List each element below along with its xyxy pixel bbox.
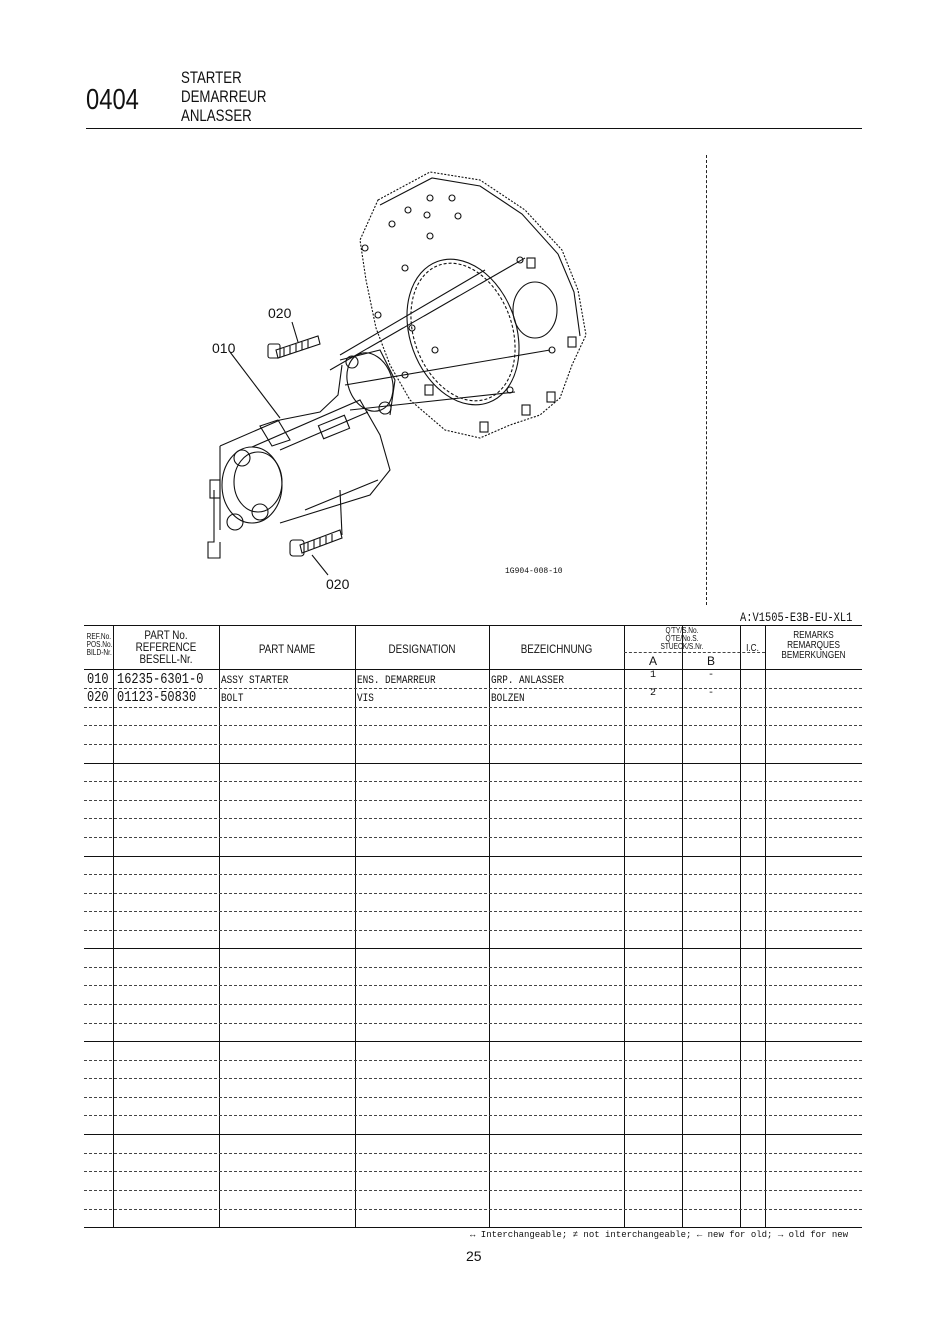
row-ref-no: 010 (87, 671, 109, 688)
page-number: 25 (466, 1248, 482, 1264)
header-rule (86, 128, 862, 129)
callout-020-lower: 020 (326, 576, 350, 592)
model-applicability: A:V1505-E3B-EU-XL1 (740, 610, 853, 625)
starter-exploded-diagram (180, 150, 720, 610)
parts-table (84, 625, 862, 1228)
row-ref-no: 020 (87, 689, 109, 706)
row-bezeichnung: BOLZEN (491, 693, 525, 705)
interchangeability-legend: ↔ Interchangeable; ≠ not interchangeable; ← new for old; → old for new (470, 1230, 849, 1240)
plate-large-bore (388, 243, 539, 420)
col-designation: DESIGNATION (388, 642, 456, 656)
col-ic: I.C. (746, 643, 759, 654)
row-part-no: 01123-50830 (117, 689, 197, 706)
plate-bolt-holes (362, 195, 555, 393)
bolt-lower (290, 530, 342, 556)
row-qty-a: 1 (650, 670, 657, 681)
title-english: STARTER (181, 68, 242, 87)
col-part-no: PART No. REFERENCE BESELL-Nr. (135, 628, 197, 666)
col-remarks: REMARKS REMARQUES BEMERKUNGEN (781, 630, 846, 661)
plate-small-bore (513, 282, 557, 338)
section-code: 0404 (86, 84, 139, 116)
row-qty-a: 2 (650, 688, 657, 699)
col-qty-a: A (648, 654, 657, 668)
illustration-divider (706, 155, 707, 605)
callout-010: 010 (212, 340, 236, 356)
drawing-code: 1G904-008-10 (505, 567, 563, 576)
col-bezeichnung: BEZEICHNUNG (520, 642, 593, 656)
row-designation: ENS. DEMARREUR (357, 675, 436, 687)
row-qty-b: - (708, 688, 715, 699)
mounting-plate (360, 172, 586, 438)
row-part-no: 16235-6301-0 (117, 671, 204, 688)
starter-motor (208, 346, 401, 558)
row-part-name: BOLT (221, 693, 244, 705)
row-part-name: ASSY STARTER (221, 675, 289, 687)
col-ref-no: REF.No. POS.No. BILD-Nr. (86, 632, 113, 657)
bolt-upper (268, 336, 320, 358)
title-french: DEMARREUR (181, 87, 267, 106)
col-part-name: PART NAME (258, 642, 316, 656)
title-german: ANLASSER (181, 106, 252, 125)
plate-nuts (425, 258, 576, 432)
col-qty-b: B (706, 654, 715, 668)
row-qty-b: - (708, 670, 715, 681)
row-designation: VIS (357, 693, 374, 705)
callout-020-upper: 020 (268, 305, 292, 321)
section-titles (181, 68, 266, 125)
col-qty: Q'TY/S.No. Q'TE/No.S. STUECK/S.Nr. (660, 626, 704, 651)
row-bezeichnung: GRP. ANLASSER (491, 675, 564, 687)
